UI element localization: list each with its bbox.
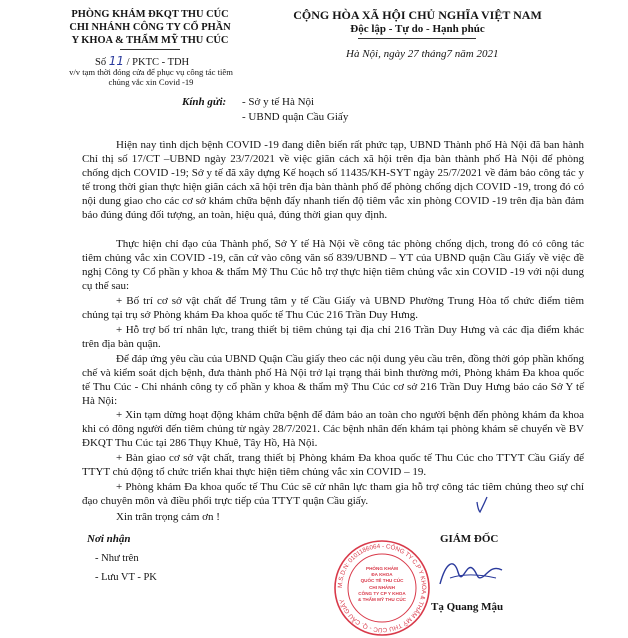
footer-recipient-item: - Lưu VT - PK xyxy=(95,572,157,583)
signatory-name: Tạ Quang Mậu xyxy=(431,601,504,613)
body-paragraph-2: Thực hiện chỉ đạo của Thành phố, Sở Y tế Hà Nội về công tác phòng chống dịch, trong đó có công tác tiêm chủng vắc xin COVID -19, căn cứ vào công văn số 839/UBND – YT của UBND quận Cầu Giấy về việc đề nghị Công ty Cổ phần y khoa & thẩm Mỹ Thu Cúc hỗ trợ thực hiện tiêm chủng vắc xin COVID -19 với nội dung cụ thể sau: xyxy=(82,238,584,292)
official-stamp-icon xyxy=(332,538,432,638)
body-paragraph-6: + Xin tạm dừng hoạt động khám chữa bệnh để đảm bảo an toàn cho người bệnh đến phòng khám đa khoa khi có đông người đến tiêm chủng từ ngày 28/7/2021. Các bệnh nhân đến khám tại phòng khám sẽ chuyển về BV ĐKQT Thu Cúc tại 286 Thụy Khuê, Tây Hồ, Hà Nội. xyxy=(82,409,584,449)
recipient-item: - Sở y tế Hà Nội xyxy=(242,96,315,108)
signatory-title: GIÁM ĐỐC xyxy=(440,533,499,545)
issuer-line-1: PHÒNG KHÁM ĐKQT THU CÚC xyxy=(71,9,229,20)
national-title: CỘNG HÒA XÃ HỘI CHỦ NGHĨA VIỆT NAM xyxy=(293,8,542,22)
svg-text:& THẨM MỸ THU CÚC: & THẨM MỸ THU CÚC xyxy=(358,597,406,602)
issuer-underline xyxy=(120,49,180,50)
handwritten-signature-icon xyxy=(432,548,512,596)
subject-line-2: chủng vắc xin Covid -19 xyxy=(108,77,194,87)
subject-line-1: v/v tạm thời đóng cửa để phục vụ công tác tiêm xyxy=(69,67,233,77)
body-paragraph-5: Để đáp ứng yêu cầu của UBND Quận Cầu giấy theo các nội dung yêu cầu trên, đồng thời góp phần khống chế và kiểm soát dịch bệnh, đưa thành phố Hà Nội trở lại trạng thái bình thường mới, Phòng khám Đa khoa quốc tế Thu Cúc - Chi nhánh công ty cổ phần y khoa & thẩm mỹ Thu Cúc cơ sở 216 Trần Duy Hưng báo cáo Sở Y tế Hà Nội: xyxy=(82,353,584,407)
handwritten-mark-icon xyxy=(474,494,490,516)
body-paragraph-7: + Bàn giao cơ sở vật chất, trang thiết bị Phòng khám Đa khoa quốc tế Thu Cúc cho TTYT Cầu Giấy để TTYT chủ động tổ chức triển khai thực hiện tiêm chủng vắc xin COVID – 19. xyxy=(82,452,584,478)
svg-text:ĐA KHOA: ĐA KHOA xyxy=(371,572,393,577)
body-paragraph-8: + Phòng khám Đa khoa quốc tế Thu Cúc sẽ cử nhân lực tham gia hỗ trợ công tác tiêm chủng theo sự chỉ đạo chuyên môn và điều phối trực tiếp của TTYT quận Cầu giấy. xyxy=(82,481,584,507)
document-number xyxy=(95,54,189,68)
issuer-line-2: CHI NHÁNH CÔNG TY CỔ PHẦN xyxy=(69,22,231,33)
svg-text:CHI NHÁNH: CHI NHÁNH xyxy=(369,585,395,590)
doc-number-suffix: / PKTC - TDH xyxy=(126,57,190,68)
recipients-label: Kính gửi: xyxy=(182,96,227,108)
document-date: Hà Nội, ngày 27 tháng7 năm 2021 xyxy=(346,48,499,60)
svg-text:CÔNG TY CP Y KHOA: CÔNG TY CP Y KHOA xyxy=(358,591,406,596)
document-subject xyxy=(66,67,236,87)
issuer-line-3: Y KHOA & THẨM MỸ THU CÚC xyxy=(71,35,229,46)
body-paragraph-4: + Hỗ trợ bố trí nhân lực, trang thiết bị tiêm chủng tại địa chỉ 216 Trần Duy Hưng và các địa điểm khác trên địa bàn quận. xyxy=(82,324,584,350)
motto-underline xyxy=(358,38,476,39)
closing-line: Xin trân trọng cảm ơn ! xyxy=(116,511,220,523)
svg-text:QUỐC TẾ THU CÚC: QUỐC TẾ THU CÚC xyxy=(360,578,404,583)
body-paragraph-3: + Bố trí cơ sở vật chất để Trung tâm y tế Cầu Giấy và UBND Phường Trung Hòa tổ chức điểm tiêm chủng tại trụ sở Phòng khám Đa khoa quốc tế Thu Cúc 216 Trần Duy Hưng. xyxy=(82,295,584,321)
svg-text:M.S.D.N: 0101186064 - CÔNG TY: M.S.D.N: 0101186064 - CÔNG TY C.P Y KHOA & THẨM MỸ THU CÚC - Q. CẦU GIẤY xyxy=(336,542,428,634)
doc-number-handwritten: 11 xyxy=(108,54,124,68)
national-motto: Độc lập - Tự do - Hạnh phúc xyxy=(350,23,485,35)
footer-recipient-item: - Như trên xyxy=(95,553,139,564)
recipient-item: - UBND quận Cầu Giấy xyxy=(242,111,349,123)
footer-recipients-label: Nơi nhận xyxy=(87,533,131,545)
svg-text:PHÒNG KHÁM: PHÒNG KHÁM xyxy=(366,566,398,571)
issuer-header xyxy=(50,8,250,47)
doc-number-prefix: Số xyxy=(95,57,107,68)
national-header xyxy=(265,8,570,36)
body-paragraph-1: Hiện nay tình dịch bệnh COVID -19 đang diễn biến rất phức tạp, UBND Thành phố Hà Nội đã ban hành Chỉ thị số 17/CT –UBND ngày 23/7/2021 về việc giãn cách xã hội trên địa bàn thành phố Hà Nội để phòng chống dịch COVID -19; Sở y tế đã xây dựng Kế hoạch số 11435/KH-SYT ngày 25/7/2021 về đảm bảo công tác y tế trong thời gian thực hiện giãn cách xã hội trên địa bàn thành phố để phòng chống dịch COVID -19, trong đó có nội dung giao cho các cơ sở khám chữa bệnh đẩy nhanh tiến độ tiêm vắc xin phòng COVID -19 trên địa bàn đảm bảo đúng đúng đối tượng, an toàn, hiệu quả, đúng thời gian quy định. xyxy=(82,139,584,221)
